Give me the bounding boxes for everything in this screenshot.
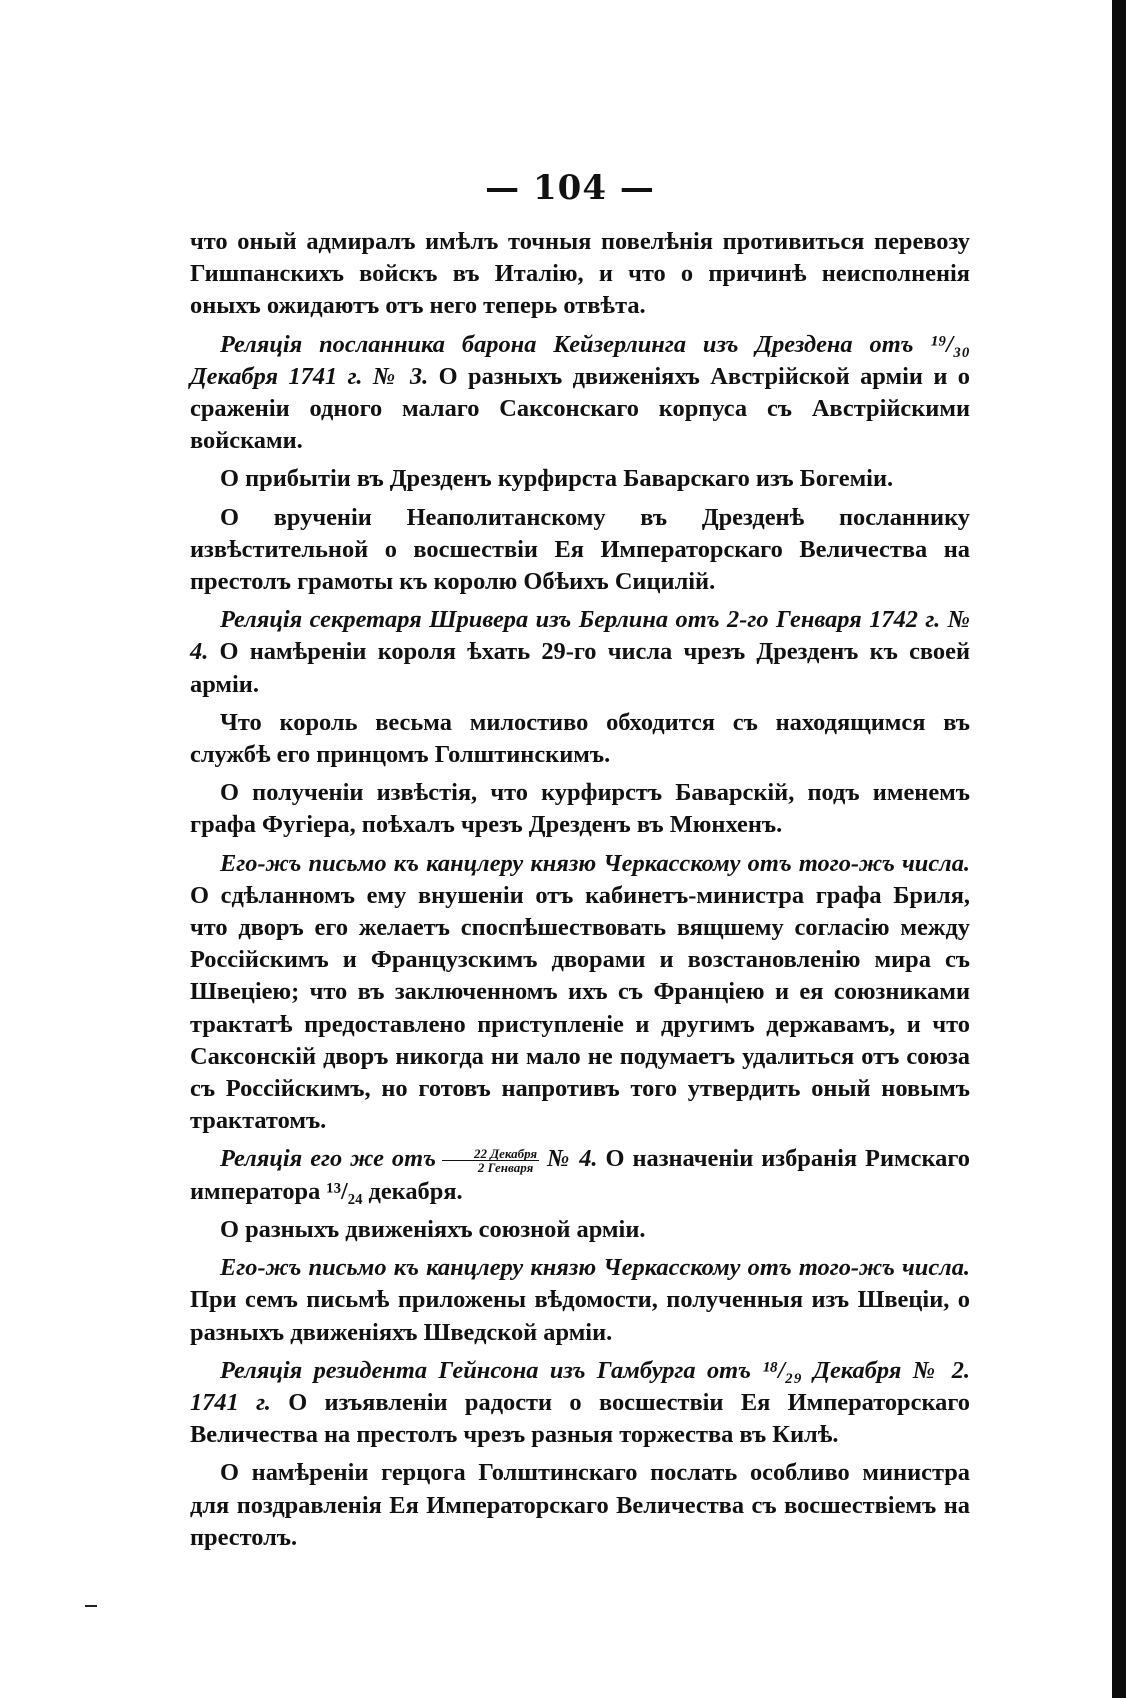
margin-mark xyxy=(85,1605,97,1607)
paragraph-12: Реляція резидента Гейнсона изъ Гамбурга отъ ¹⁸/₂₉ Декабря № 2. 1741 г. О изъявленіи радости о восшествіи Ея Императорскаго Величества на престолъ чрезъ разныя торжества въ Килѣ. xyxy=(190,1356,970,1449)
paragraph-2: Реляція посланника барона Кейзерлинга изъ Дрездена отъ ¹⁹/₃₀ Декабря 1741 г. № 3. О разныхъ движеніяхъ Австрійской арміи и о сраженіи одного малаго Саксонскаго корпуса съ Австрійскими войсками. xyxy=(190,330,970,455)
page-number: — 104 — xyxy=(0,168,1140,208)
paragraph-7: О полученіи извѣстія, что курфирстъ Баварскій, подъ именемъ графа Фугіера, поѣхалъ чрезъ Дрезденъ въ Мюнхенъ. xyxy=(190,779,970,839)
paragraph-13: О намѣреніи герцога Голштинскаго послать особливо министра для поздравленія Ея Императорскаго Величества съ восшествіемъ на престолъ. xyxy=(190,1459,970,1551)
paragraph-1: что оный адмиралъ имѣлъ точныя повелѣнія противиться перевозу Гишпанскихъ войскъ въ Италію, и что о причинѣ неисполненія оныхъ ожидаютъ отъ него теперь отвѣта. xyxy=(190,228,970,320)
paragraph-10: О разныхъ движеніяхъ союзной арміи. xyxy=(220,1215,646,1243)
paragraph-heading: Реляція его же отъ xyxy=(220,1145,436,1173)
paragraph-heading: Его-жъ письмо къ канцлеру князю Черкасскому отъ того-жъ числа. xyxy=(220,849,970,877)
paragraph-6: Что король весьма милостиво обходится съ находящимся въ службѣ его принцомъ Голштинскимъ. xyxy=(190,708,970,769)
date-fraction: $\frac{\text{22 Декабря}}{\text{2 Генваря}}$ xyxy=(442,1147,539,1174)
paragraph-8: Его-жъ письмо къ канцлеру князю Черкасскому отъ того-жъ числа. О сдѣланномъ ему внушеніи отъ кабинетъ-министра графа Бриля, что дворъ его желаетъ споспѣшествовать вящшему согласію между Россійскимъ и Французскимъ дворами и возстановленію мира съ Швеціею; что въ заключенномъ ихъ съ Франціею и ея союзниками трактатѣ предоставлено приступленіе и другимъ державамъ, и что Саксонскій дворъ никогда ни мало не подумаетъ удалиться отъ союза съ Россійскимъ, но готовъ напротивъ того утвердить оный новымъ трактатомъ. xyxy=(190,849,970,1135)
paragraph-heading: Его-жъ письмо къ канцлеру князю Черкасскому отъ того-жъ числа. xyxy=(220,1254,970,1282)
paragraph-5: Реляція секретаря Шривера изъ Берлина отъ 2-го Генваря 1742 г. № 4. О намѣреніи короля ѣхать 29-го числа чрезъ Дрезденъ къ своей арміи. xyxy=(190,606,970,698)
paragraph-9: Реляція его же отъ $\frac{\text{22 Декабря}}{\text{2 Генваря}}$ № 4. О назначеніи избранія Римскаго императора ¹³/₂₄ декабря. xyxy=(190,1145,970,1205)
paragraph-heading: Реляція посланника барона Кейзерлинга изъ Дрездена отъ ¹⁹/₃₀ Декабря 1741 г. № 3. xyxy=(190,330,970,390)
paragraph-3: О прибытіи въ Дрезденъ курфирста Баварскаго изъ Богеміи. xyxy=(220,465,894,493)
paragraph-11: Его-жъ письмо къ канцлеру князю Черкасскому отъ того-жъ числа. При семъ письмѣ приложены вѣдомости, полученныя изъ Швеціи, о разныхъ движеніяхъ Шведской арміи. xyxy=(190,1254,970,1346)
page-edge-shadow xyxy=(1112,0,1126,1698)
paragraph-heading: Реляція секретаря Шривера изъ Берлина отъ 2-го Генваря 1742 г. № 4. xyxy=(190,606,970,666)
body-text xyxy=(190,226,970,1560)
paragraph-4: О врученіи Неаполитанскому въ Дрезденѣ посланнику извѣстительной о восшествіи Ея Императорскаго Величества на престолъ грамоты къ королю Обѣихъ Сицилій. xyxy=(190,503,970,596)
paragraph-heading: Реляція резидента Гейнсона изъ Гамбурга отъ ¹⁸/₂₉ Декабря № 2. 1741 г. xyxy=(190,1356,970,1416)
